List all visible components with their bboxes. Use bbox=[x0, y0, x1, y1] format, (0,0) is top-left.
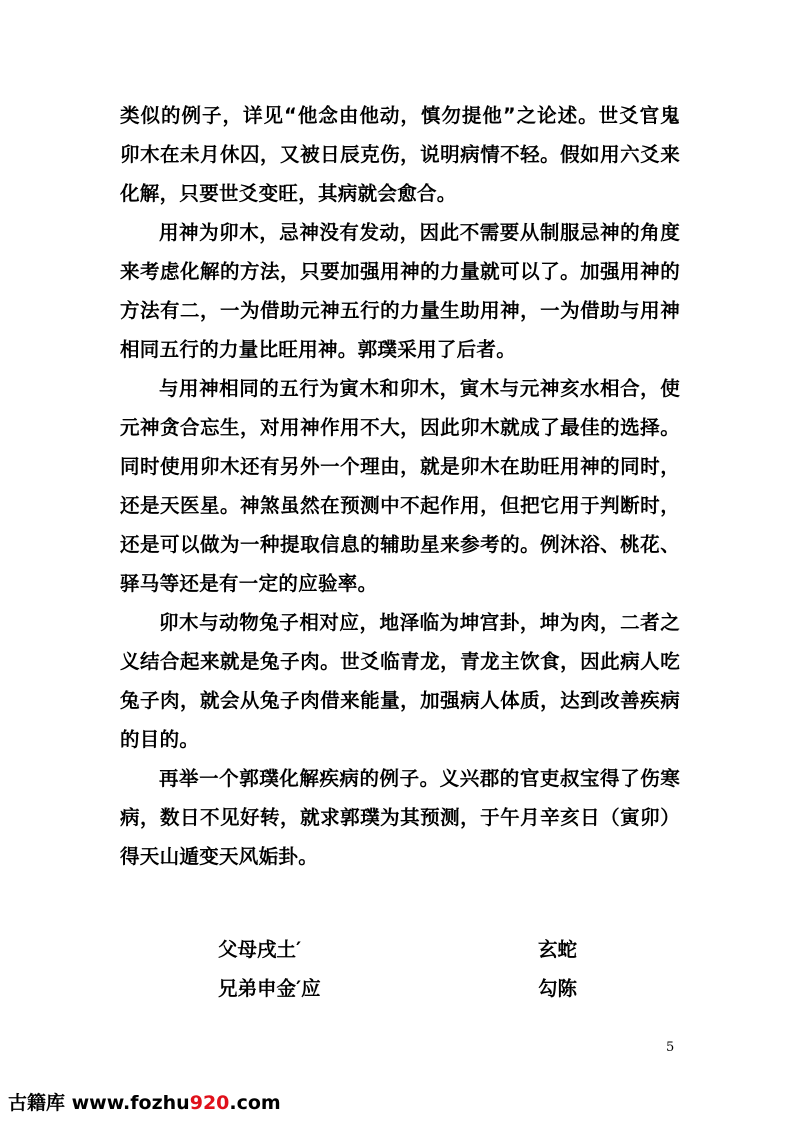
document-body bbox=[120, 96, 680, 876]
hexagram-lines bbox=[218, 930, 618, 1008]
paragraph-4: 卯木与动物兔子相对应，地泽临为坤宫卦，坤为肉，二者之义结合起来就是兔子肉。世爻临青龙，青龙主饮食，因此病人吃兔子肉，就会从兔子肉借来能量，加强病人体质，达到改善疾病的目的。 bbox=[120, 611, 680, 751]
hexagram-line bbox=[218, 930, 618, 969]
site-watermark bbox=[0, 1084, 281, 1122]
hexagram-line bbox=[218, 969, 618, 1008]
watermark-suffix: .com bbox=[229, 1092, 281, 1114]
paragraph-2: 用神为卯木，忌神没有发动，因此不需要从制服忌神的角度来考虑化解的方法，只要加强用神的力量就可以了。加强用神的方法有二，一为借助元神五行的力量生助用神，一为借助与用神相同五行的力量比旺用神。郭璞采用了后者。 bbox=[120, 221, 680, 361]
paragraph-1: 类似的例子，详见“他念由他动，慎勿提他”之论述。世爻官鬼卯木在未月休囚，又被日辰克伤，说明病情不轻。假如用六爻来化解，只要世爻变旺，其病就会愈合。 bbox=[120, 104, 680, 205]
line-label: 父母戌土′ bbox=[218, 938, 302, 961]
line-spirit: 玄蛇 bbox=[538, 938, 578, 961]
line-label: 兄弟申金′应 bbox=[218, 977, 321, 1000]
line-spirit: 勾陈 bbox=[538, 977, 578, 1000]
watermark-prefix: 古籍库 www.fozhu bbox=[8, 1092, 190, 1114]
watermark-number: 920 bbox=[189, 1092, 230, 1114]
paragraph-5: 再举一个郭璞化解疾病的例子。义兴郡的官吏叔宝得了伤寒病，数日不见好转，就求郭璞为其预测，于午月辛亥日（寅卯）得天山遁变天风姤卦。 bbox=[120, 767, 680, 868]
paragraph-3: 与用神相同的五行为寅木和卯木，寅木与元神亥水相合，使元神贪合忘生，对用神作用不大，因此卯木就成了最佳的选择。同时使用卯木还有另外一个理由，就是卯木在助旺用神的同时，还是天医星。神煞虽然在预测中不起作用，但把它用于判断时，还是可以做为一种提取信息的辅助星来参考的。例沐浴、桃花、驿马等还是有一定的应验率。 bbox=[120, 377, 680, 595]
page-number: 5 bbox=[666, 1040, 675, 1055]
